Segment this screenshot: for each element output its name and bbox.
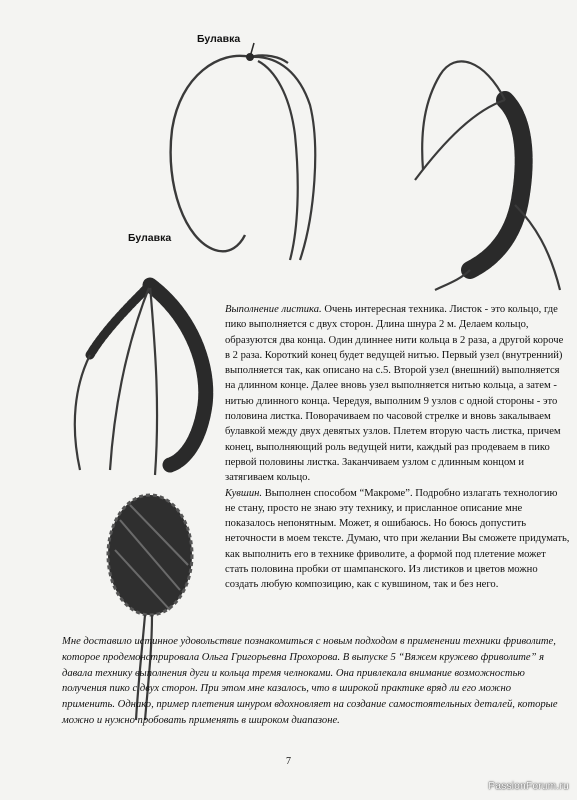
closing-paragraph: Мне доставило истинное удовольствие познакомиться с новым подходом в применении техники фриволите, которое продемонстрировала Ольга Григорьевна Прохорова. В выпуске 5 “Вяжем кружево фриволите” я давала технику выполнения дуги и кольца тремя челноками. Она привлекала внимание возможностью получения пико с двух сторон. При этом мне казалось, что в широкой практике вряд ли его можно применить. Однако, пример плетения шнуром вдохновляет на создание самостоятельных деталей, которые можно и нужно пробовать применять в широком диапазоне. bbox=[62, 636, 558, 726]
leaf-paragraph bbox=[225, 302, 570, 486]
photo-cord-loop bbox=[150, 35, 340, 265]
photo-leaf bbox=[60, 255, 220, 485]
label-pin-left: Булавка bbox=[128, 232, 172, 244]
watermark: PassionForum.ru bbox=[488, 781, 569, 792]
leaf-heading: Выполнение листика. bbox=[225, 304, 322, 315]
jug-text: Выполнен способом “Макроме”. Подробно излагать технологию не стану, просто не знаю эту технику, и присланное описание мне показалось непонятным. Может, я ошибаюсь. Но боюсь допустить неточности в моем тексте. Думаю, что при желании Вы сможете придумать, как выполнить его в технике фриволите, а формой под плетение может стать половина пробки от шампанского. Из листиков и цветов можно создать любую композицию, как с кувшином, так и без него. bbox=[225, 487, 570, 591]
leaf-text: Очень интересная техника. Листок - это кольцо, где пико выполняется с двух сторон. Длина шнура 2 м. Делаем кольцо, образуются два конца. Один длиннее нити кольца в 2 раза, а другой короче в 2 раза. Короткий конец будет ведущей нитью. Первый узел (внутренний) выполняется так, как описано на с.5. Второй узел (внешний) выполняется на длинном конце. Далее вновь узел выполняется нитью кольца, а затем - нитью длинного конца. Чередуя, выполним 9 узлов с одной стороны - это половина листка. Поворачиваем по часовой стрелке и вновь закалываем булавкой между двух девятых узлов. Плетем вторую часть листка, причем конец, выполняющий роль ведущей нити, каждый раз продеваем в пико первой половины листка. Заканчиваем узлом с длинным концом и затягиваем кольцо. bbox=[225, 304, 564, 484]
page-number: 7 bbox=[286, 756, 291, 767]
jug-paragraph bbox=[225, 486, 570, 593]
photo-half-leaf bbox=[365, 40, 565, 300]
label-pin-top: Булавка bbox=[197, 33, 241, 45]
jug-heading: Кувшин. bbox=[225, 487, 263, 499]
instructions-text bbox=[225, 302, 570, 593]
